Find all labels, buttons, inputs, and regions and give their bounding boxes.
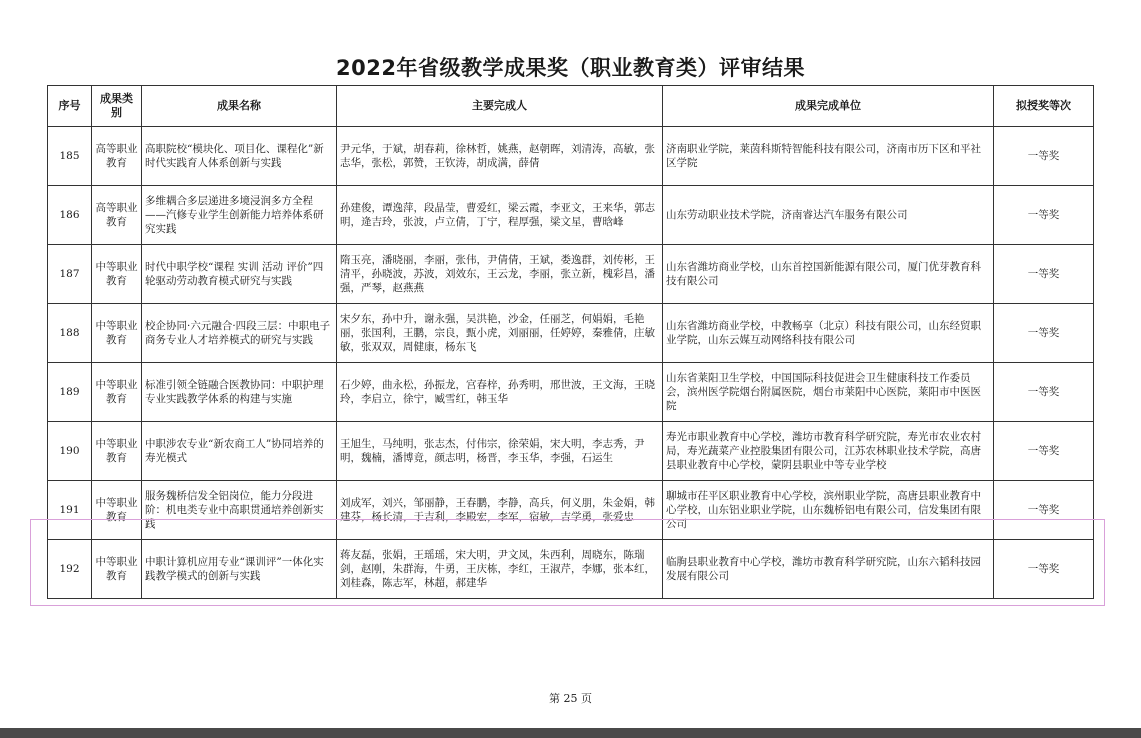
row-name: 服务魏桥信发全铝岗位，能力分段进阶：机电类专业中高职贯通培养创新实践: [142, 481, 337, 540]
row-units: 山东劳动职业技术学院，济南睿达汽车服务有限公司: [663, 186, 994, 245]
page-title: 2022年省级教学成果奖（职业教育类）评审结果: [336, 56, 805, 80]
row-persons: 石少婷，曲永松，孙振龙，宫春梓，孙秀明，邢世波，王文海，王晓玲，李启立，徐宁，臧雪红，韩玉华: [337, 363, 663, 422]
row-award: 一等奖: [994, 363, 1094, 422]
header-category: 成果类别: [92, 86, 142, 127]
bottom-bar: [0, 728, 1141, 738]
row-category: 中等职业教育: [92, 245, 142, 304]
row-persons: 王旭生，马纯明，张志杰，付伟宗，徐荣娟，宋大明，李志秀，尹明，魏楠，潘博竟，颜志明，杨晋，李玉华，李强，石运生: [337, 422, 663, 481]
row-units: 聊城市茌平区职业教育中心学校，滨州职业学院，高唐县职业教育中心学校，山东铝业职业学院，山东魏桥铝电有限公司，信发集团有限公司: [663, 481, 994, 540]
header-name: 成果名称: [142, 86, 337, 127]
row-persons: 刘成军，刘兴，邹丽静，王春鹏，李静，高兵，何义朋，朱金娟，韩建芬，杨长清，于吉利，李殿宏，李军，宿敏，吉学勇，张爱忠: [337, 481, 663, 540]
row-category: 中等职业教育: [92, 481, 142, 540]
row-award: 一等奖: [994, 186, 1094, 245]
row-name: 多维耦合多层递进多境浸润多方全程——汽修专业学生创新能力培养体系研究实践: [142, 186, 337, 245]
page-number: 第 25 页: [549, 692, 592, 705]
row-num: 187: [48, 245, 92, 304]
row-name: 时代中职学校“课程 实训 活动 评价”四轮驱动劳动教育模式研究与实践: [142, 245, 337, 304]
row-category: 中等职业教育: [92, 540, 142, 599]
row-units: 济南职业学院，莱茵科斯特智能科技有限公司，济南市历下区和平社区学院: [663, 127, 994, 186]
row-award: 一等奖: [994, 422, 1094, 481]
row-award: 一等奖: [994, 481, 1094, 540]
row-persons: 隋玉亮，潘晓丽，李丽，张伟，尹倩倩，王斌，娄逸群，刘传彬，王清平，孙晓波，苏波，刘效东，王云龙，李丽，张立新，槐彩昌，潘强，严琴，赵燕燕: [337, 245, 663, 304]
row-num: 186: [48, 186, 92, 245]
row-persons: 孙建俊，谭逸萍，段晶莹，曹爱红，梁云霞，李亚文，王来华，郭志明，逄吉玲，张波，卢立倩，丁宁，程厚强，梁文星，曹晗峰: [337, 186, 663, 245]
row-num: 192: [48, 540, 92, 599]
row-name: 中职计算机应用专业“课训评”一体化实践教学模式的创新与实践: [142, 540, 337, 599]
row-units: 临朐县职业教育中心学校，潍坊市教育科学研究院，山东六韬科技园发展有限公司: [663, 540, 994, 599]
header-units: 成果完成单位: [663, 86, 994, 127]
row-name: 高职院校“模块化、项目化、课程化”新时代实践育人体系创新与实践: [142, 127, 337, 186]
row-name: 标准引领全链融合医教协同：中职护理专业实践教学体系的构建与实施: [142, 363, 337, 422]
table-header-row: [48, 86, 1094, 127]
row-num: 185: [48, 127, 92, 186]
row-category: 中等职业教育: [92, 304, 142, 363]
row-category: 高等职业教育: [92, 186, 142, 245]
table-row: [48, 127, 1094, 186]
table-row: [48, 186, 1094, 245]
row-persons: 尹元华，于斌，胡春莉，徐林哲，姚燕，赵朝晖，刘清涛，高敏，张志华，张松，郭赞，王钦涛，胡成满，薛倩: [337, 127, 663, 186]
row-name: 校企协同·六元融合·四段三层：中职电子商务专业人才培养模式的研究与实践: [142, 304, 337, 363]
row-award: 一等奖: [994, 127, 1094, 186]
header-persons: 主要完成人: [337, 86, 663, 127]
row-persons: 蒋友磊，张娟，王瑶瑶，宋大明，尹文凤，朱西利，周晓东，陈瑞剑，赵刚，朱群海，牛勇，王庆栋，李红，王淑芹，李娜，张本红，刘桂森，陈志军，林超，郝建华: [337, 540, 663, 599]
row-units: 山东省潍坊商业学校，山东首控国新能源有限公司，厦门优芽教育科技有限公司: [663, 245, 994, 304]
table-row: [48, 363, 1094, 422]
row-category: 中等职业教育: [92, 363, 142, 422]
results-table: [47, 85, 1094, 599]
row-persons: 宋夕东，孙中升，谢永强，吴洪艳，沙金，任丽芝，何娟娟，毛艳丽，张国利，王鹏，宗良，甄小虎，刘丽丽，任婷婷，秦雅倩，庄敏敏，张双双，周健康，杨东飞: [337, 304, 663, 363]
row-award: 一等奖: [994, 304, 1094, 363]
table-row-selected: [48, 481, 1094, 540]
row-num: 190: [48, 422, 92, 481]
row-units: 山东省潍坊商业学校，中教畅享（北京）科技有限公司，山东经贸职业学院，山东云媒互动网络科技有限公司: [663, 304, 994, 363]
table-row: [48, 304, 1094, 363]
row-num: 191: [48, 481, 92, 540]
row-category: 高等职业教育: [92, 127, 142, 186]
row-num: 188: [48, 304, 92, 363]
row-name: 中职涉农专业“新农商工人”协同培养的寿光模式: [142, 422, 337, 481]
table-row: [48, 245, 1094, 304]
row-units: 寿光市职业教育中心学校，潍坊市教育科学研究院，寿光市农业农村局，寿光蔬菜产业控股集团有限公司，江苏农林职业技术学院，高唐县职业教育中心学校，蒙阴县职业中等专业学校: [663, 422, 994, 481]
header-num: 序号: [48, 86, 92, 127]
row-award: 一等奖: [994, 245, 1094, 304]
header-award: 拟授奖等次: [994, 86, 1094, 127]
row-units: 山东省莱阳卫生学校，中国国际科技促进会卫生健康科技工作委员会，滨州医学院烟台附属医院，烟台市莱阳中心医院，莱阳市中医医院: [663, 363, 994, 422]
row-award: 一等奖: [994, 540, 1094, 599]
row-num: 189: [48, 363, 92, 422]
table-row: [48, 540, 1094, 599]
row-category: 中等职业教育: [92, 422, 142, 481]
table-row: [48, 422, 1094, 481]
